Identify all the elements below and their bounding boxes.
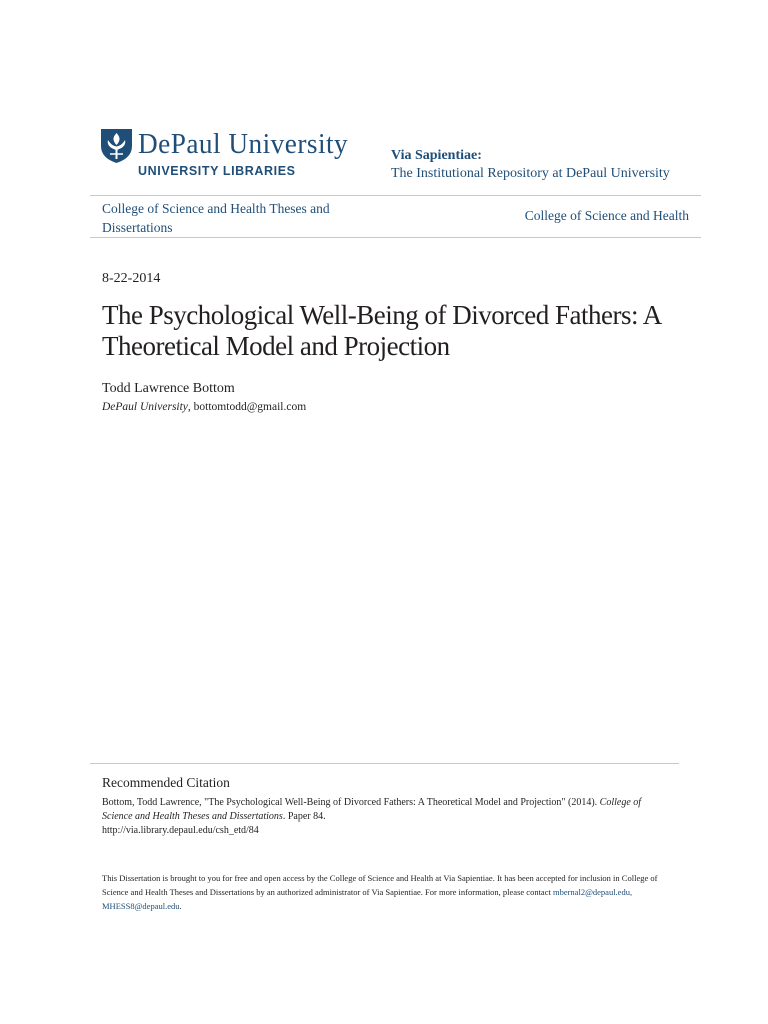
logo-subtitle: UNIVERSITY LIBRARIES [138,164,296,178]
series-link[interactable]: College of Science and Health Theses and Dissertations [102,201,330,235]
author-email: , bottomtodd@gmail.com [187,401,307,413]
publication-date: 8-22-2014 [102,271,161,286]
contact-email-links[interactable]: mbernal2@depaul.edu, MHESS8@depaul.edu [102,887,633,911]
citation-plain: Bottom, Todd Lawrence, "The Psychological Well-Being of Divorced Fathers: A Theoretical Model and Projection" (2014). [102,797,600,808]
college-link[interactable]: College of Science and Health [524,208,689,223]
citation-url[interactable]: http://via.library.depaul.edu/csh_etd/84 [102,825,259,836]
depaul-logo[interactable] [100,126,380,186]
notice-text: This Dissertation is brought to you for free and open access by the College of Science and Health at Via Sapientiae. It has been accepted for inclusion in College of Science and Health Theses and Dissertations by an authorized administrator of Via Sapientiae. For more information, please contact [102,873,658,897]
citation-divider [90,763,679,764]
author-name: Todd Lawrence Bottom [102,381,235,396]
citation-paper: . Paper 84. [282,811,326,822]
top-divider [90,195,701,196]
citation-heading: Recommended Citation [102,775,230,790]
notice-end: . [179,901,182,911]
author-affiliation [102,401,306,413]
bottom-divider [90,237,701,238]
repository-subtitle-link[interactable]: The Institutional Repository at DePaul University [391,166,670,181]
affiliation-name: DePaul University [102,401,188,413]
document-title: The Psychological Well-Being of Divorced Fathers: A Theoretical Model and Projection [102,300,661,361]
access-notice [102,871,672,913]
citation-series: College of Science and Health Theses and Dissertations [102,797,642,822]
citation-text [102,796,672,838]
depaul-shield-icon [100,128,133,164]
repository-title-link[interactable]: Via Sapientiae: [391,148,482,163]
logo-name: DePaul University [138,128,349,160]
